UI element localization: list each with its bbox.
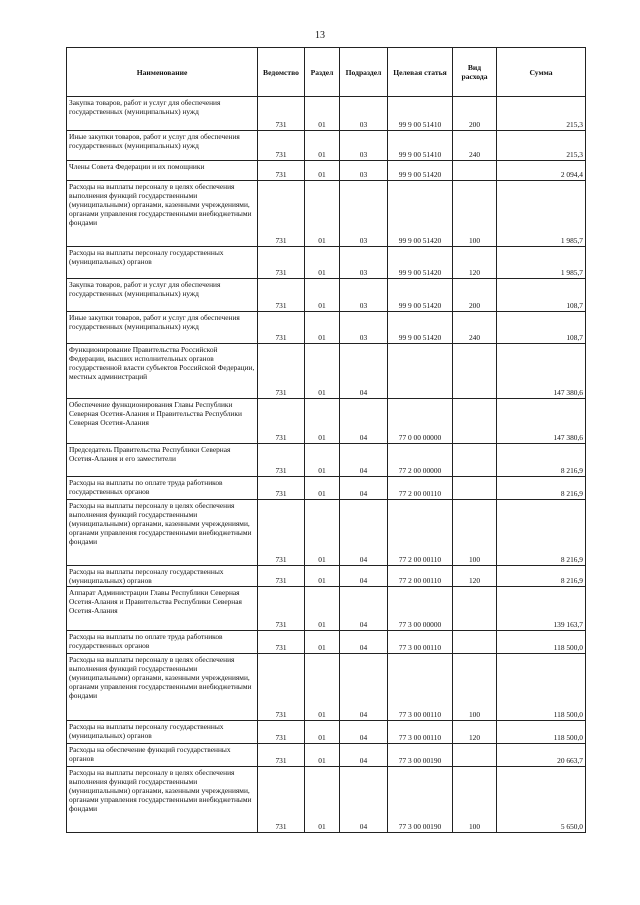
cell-ved: 731	[258, 181, 305, 247]
cell-ved: 731	[258, 721, 305, 744]
cell-podrazd: 03	[340, 181, 388, 247]
cell-podrazd: 04	[340, 767, 388, 833]
cell-sum: 215,3	[497, 97, 586, 131]
cell-cs	[388, 344, 453, 399]
cell-name: Функционирование Правительства Российской Федерации, высших исполнительных органов государственной власти субъектов Российской Федерации, местных администраций	[67, 344, 258, 399]
table-row	[67, 181, 586, 247]
cell-name: Расходы на выплаты персоналу в целях обеспечения выполнения функций государственными (муниципальными) органами, казенными учреждениями, органами управления государственными внебюджетными фондами	[67, 500, 258, 566]
cell-razd: 01	[305, 721, 340, 744]
cell-vr	[453, 444, 497, 477]
cell-razd: 01	[305, 631, 340, 654]
cell-cs: 99 9 00 51420	[388, 312, 453, 344]
cell-ved: 731	[258, 566, 305, 587]
cell-razd: 01	[305, 566, 340, 587]
cell-vr: 240	[453, 131, 497, 161]
cell-ved: 731	[258, 500, 305, 566]
cell-vr: 100	[453, 767, 497, 833]
cell-razd: 01	[305, 181, 340, 247]
cell-ved: 731	[258, 654, 305, 721]
cell-sum: 8 216,9	[497, 444, 586, 477]
cell-name: Председатель Правительства Республики Северная Осетия-Алания и его заместители	[67, 444, 258, 477]
cell-vr	[453, 399, 497, 444]
cell-cs: 99 9 00 51420	[388, 279, 453, 312]
cell-name: Расходы на обеспечение функций государственных органов	[67, 744, 258, 767]
table-row	[67, 631, 586, 654]
cell-cs: 99 9 00 51420	[388, 247, 453, 279]
cell-name: Расходы на выплаты персоналу в целях обеспечения выполнения функций государственными (муниципальными) органами, казенными учреждениями, органами управления государственными внебюджетными фондами	[67, 654, 258, 721]
cell-name: Расходы на выплаты персоналу государственных (муниципальных) органов	[67, 721, 258, 744]
table-row	[67, 312, 586, 344]
cell-cs: 77 2 00 00000	[388, 444, 453, 477]
cell-name: Расходы на выплаты персоналу государственных (муниципальных) органов	[67, 247, 258, 279]
cell-sum: 108,7	[497, 279, 586, 312]
table-row	[67, 247, 586, 279]
page-number: 13	[315, 30, 325, 41]
cell-razd: 01	[305, 312, 340, 344]
cell-sum: 139 163,7	[497, 587, 586, 631]
table-row	[67, 566, 586, 587]
table-row	[67, 767, 586, 833]
cell-ved: 731	[258, 631, 305, 654]
header-ved: Ведомство	[258, 48, 305, 97]
cell-razd: 01	[305, 247, 340, 279]
cell-vr: 100	[453, 654, 497, 721]
table-row	[67, 97, 586, 131]
cell-cs: 99 9 00 51410	[388, 97, 453, 131]
cell-name: Члены Совета Федерации и их помощники	[67, 161, 258, 181]
header-sum: Сумма	[497, 48, 586, 97]
cell-podrazd: 03	[340, 279, 388, 312]
cell-name: Иные закупки товаров, работ и услуг для обеспечения государственных (муниципальных) нужд	[67, 312, 258, 344]
cell-cs: 77 3 00 00000	[388, 587, 453, 631]
cell-sum: 5 650,0	[497, 767, 586, 833]
cell-name: Расходы на выплаты по оплате труда работников государственных органов	[67, 477, 258, 500]
budget-table	[66, 47, 586, 833]
cell-podrazd: 03	[340, 131, 388, 161]
cell-ved: 731	[258, 399, 305, 444]
cell-podrazd: 04	[340, 566, 388, 587]
cell-ved: 731	[258, 767, 305, 833]
header-razd: Раздел	[305, 48, 340, 97]
cell-ved: 731	[258, 587, 305, 631]
table-header-row	[67, 48, 586, 97]
cell-sum: 118 500,0	[497, 631, 586, 654]
cell-sum: 8 216,9	[497, 477, 586, 500]
cell-podrazd: 03	[340, 312, 388, 344]
cell-razd: 01	[305, 500, 340, 566]
cell-sum: 8 216,9	[497, 566, 586, 587]
cell-vr: 100	[453, 181, 497, 247]
cell-cs: 99 9 00 51410	[388, 131, 453, 161]
cell-cs: 77 2 00 00110	[388, 500, 453, 566]
cell-sum: 108,7	[497, 312, 586, 344]
table-row	[67, 131, 586, 161]
cell-vr: 240	[453, 312, 497, 344]
cell-vr	[453, 631, 497, 654]
table-row	[67, 654, 586, 721]
cell-ved: 731	[258, 744, 305, 767]
cell-vr	[453, 344, 497, 399]
cell-razd: 01	[305, 344, 340, 399]
cell-sum: 2 094,4	[497, 161, 586, 181]
cell-vr: 100	[453, 500, 497, 566]
cell-razd: 01	[305, 399, 340, 444]
header-podrazd: Подраздел	[340, 48, 388, 97]
cell-ved: 731	[258, 131, 305, 161]
cell-cs: 77 3 00 00190	[388, 767, 453, 833]
cell-name: Расходы на выплаты персоналу государственных (муниципальных) органов	[67, 566, 258, 587]
table-row	[67, 399, 586, 444]
cell-cs: 99 9 00 51420	[388, 161, 453, 181]
cell-ved: 731	[258, 477, 305, 500]
cell-podrazd: 04	[340, 444, 388, 477]
cell-vr	[453, 587, 497, 631]
table-row	[67, 444, 586, 477]
cell-razd: 01	[305, 587, 340, 631]
cell-ved: 731	[258, 344, 305, 399]
table-row	[67, 477, 586, 500]
cell-sum: 1 985,7	[497, 181, 586, 247]
header-name: Наименование	[67, 48, 258, 97]
cell-cs: 77 2 00 00110	[388, 566, 453, 587]
cell-cs: 77 2 00 00110	[388, 477, 453, 500]
cell-ved: 731	[258, 279, 305, 312]
cell-podrazd: 03	[340, 97, 388, 131]
cell-vr: 200	[453, 97, 497, 131]
table-row	[67, 161, 586, 181]
cell-vr: 120	[453, 247, 497, 279]
header-cs: Целевая статья	[388, 48, 453, 97]
cell-name: Обеспечение функционирования Главы Республики Северная Осетия-Алания и Правительства Республики Северная Осетия-Алания	[67, 399, 258, 444]
cell-podrazd: 04	[340, 654, 388, 721]
cell-ved: 731	[258, 97, 305, 131]
cell-cs: 77 3 00 00190	[388, 744, 453, 767]
cell-podrazd: 04	[340, 744, 388, 767]
cell-vr	[453, 477, 497, 500]
table-row	[67, 744, 586, 767]
cell-name: Закупка товаров, работ и услуг для обеспечения государственных (муниципальных) нужд	[67, 279, 258, 312]
cell-name: Расходы на выплаты персоналу в целях обеспечения выполнения функций государственными (муниципальными) органами, казенными учреждениями, органами управления государственными внебюджетными фондами	[67, 181, 258, 247]
cell-razd: 01	[305, 161, 340, 181]
cell-cs: 99 9 00 51420	[388, 181, 453, 247]
cell-sum: 147 380,6	[497, 399, 586, 444]
cell-ved: 731	[258, 161, 305, 181]
cell-razd: 01	[305, 131, 340, 161]
cell-name: Иные закупки товаров, работ и услуг для обеспечения государственных (муниципальных) нужд	[67, 131, 258, 161]
cell-razd: 01	[305, 767, 340, 833]
cell-cs: 77 3 00 00110	[388, 631, 453, 654]
cell-podrazd: 03	[340, 247, 388, 279]
table-row	[67, 279, 586, 312]
cell-razd: 01	[305, 444, 340, 477]
cell-vr	[453, 161, 497, 181]
cell-podrazd: 04	[340, 587, 388, 631]
cell-podrazd: 04	[340, 500, 388, 566]
cell-razd: 01	[305, 744, 340, 767]
cell-sum: 147 380,6	[497, 344, 586, 399]
cell-cs: 77 3 00 00110	[388, 654, 453, 721]
cell-sum: 8 216,9	[497, 500, 586, 566]
cell-podrazd: 04	[340, 344, 388, 399]
cell-razd: 01	[305, 279, 340, 312]
cell-podrazd: 04	[340, 399, 388, 444]
cell-name: Расходы на выплаты по оплате труда работников государственных органов	[67, 631, 258, 654]
cell-sum: 118 500,0	[497, 721, 586, 744]
table-row	[67, 721, 586, 744]
cell-podrazd: 03	[340, 161, 388, 181]
cell-name: Закупка товаров, работ и услуг для обеспечения государственных (муниципальных) нужд	[67, 97, 258, 131]
cell-sum: 1 985,7	[497, 247, 586, 279]
table-row	[67, 587, 586, 631]
cell-name: Расходы на выплаты персоналу в целях обеспечения выполнения функций государственными (муниципальными) органами, казенными учреждениями, органами управления государственными внебюджетными фондами	[67, 767, 258, 833]
cell-sum: 20 663,7	[497, 744, 586, 767]
cell-ved: 731	[258, 312, 305, 344]
cell-vr	[453, 744, 497, 767]
table-row	[67, 344, 586, 399]
cell-vr: 120	[453, 721, 497, 744]
cell-cs: 77 3 00 00110	[388, 721, 453, 744]
cell-ved: 731	[258, 247, 305, 279]
cell-razd: 01	[305, 477, 340, 500]
cell-podrazd: 04	[340, 631, 388, 654]
cell-cs: 77 0 00 00000	[388, 399, 453, 444]
cell-sum: 118 500,0	[497, 654, 586, 721]
cell-ved: 731	[258, 444, 305, 477]
cell-vr: 120	[453, 566, 497, 587]
header-vr: Вид расхода	[453, 48, 497, 97]
cell-name: Аппарат Администрации Главы Республики Северная Осетия-Алания и Правительства Республики Северная Осетия-Алания	[67, 587, 258, 631]
cell-razd: 01	[305, 97, 340, 131]
cell-podrazd: 04	[340, 721, 388, 744]
cell-podrazd: 04	[340, 477, 388, 500]
cell-vr: 200	[453, 279, 497, 312]
table-row	[67, 500, 586, 566]
cell-sum: 215,3	[497, 131, 586, 161]
cell-razd: 01	[305, 654, 340, 721]
